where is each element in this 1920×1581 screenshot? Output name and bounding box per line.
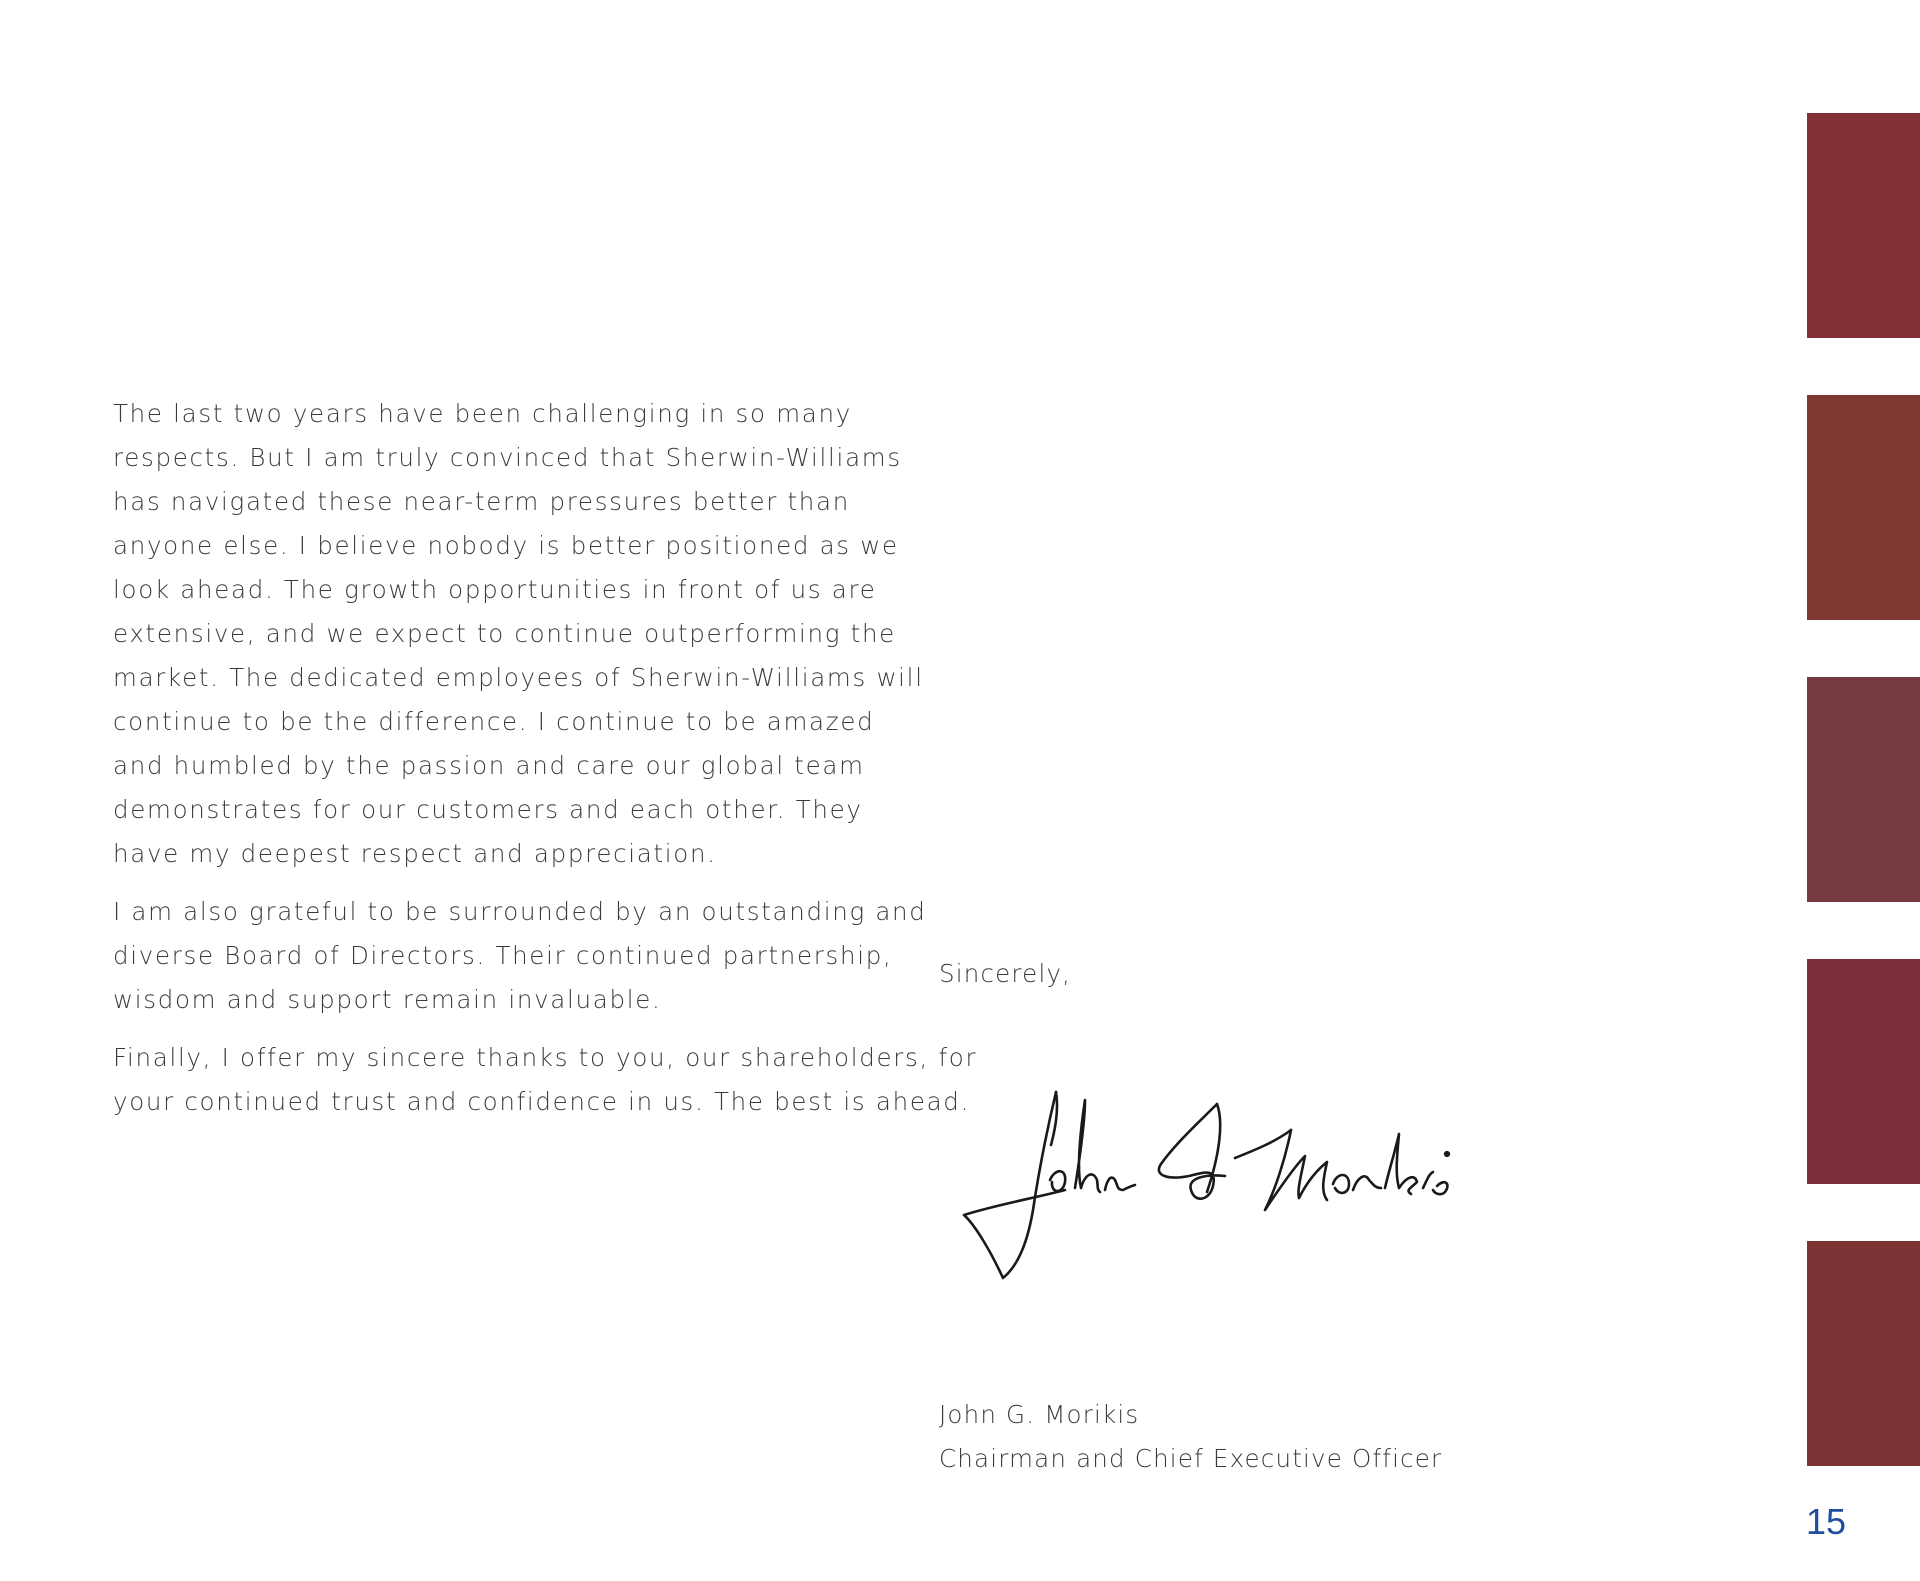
color-swatch	[1807, 677, 1920, 902]
text-line: respects. But I am truly convinced that Sherwin-Williams	[113, 443, 902, 472]
text-line: continue to be the difference. I continue to be amazed	[113, 707, 875, 736]
text-line: and humbled by the passion and care our global team	[113, 751, 865, 780]
text-line: Finally, I offer my sincere thanks to you, our shareholders, for	[113, 1043, 978, 1072]
text-line: wisdom and support remain invaluable.	[113, 985, 662, 1014]
paragraph-2	[113, 890, 927, 1022]
text-line: The last two years have been challenging in so many	[113, 399, 852, 428]
paragraph-3	[113, 1036, 978, 1124]
signatory-block	[939, 1393, 1442, 1481]
color-swatch	[1807, 395, 1920, 620]
text-line: market. The dedicated employees of Sherwin-Williams will	[113, 663, 924, 692]
letter-body	[113, 392, 978, 1138]
signatory-title: Chairman and Chief Executive Officer	[939, 1444, 1443, 1473]
text-line: extensive, and we expect to continue outperforming the	[113, 619, 896, 648]
color-swatch-column	[1807, 113, 1920, 1523]
color-swatch	[1807, 113, 1920, 338]
text-line: have my deepest respect and appreciation.	[113, 839, 717, 868]
text-line: look ahead. The growth opportunities in front of us are	[113, 575, 877, 604]
text-line: your continued trust and confidence in us. The best is ahead.	[113, 1087, 971, 1116]
paragraph-1	[113, 392, 924, 876]
text-line: I am also grateful to be surrounded by an outstanding and	[113, 897, 927, 926]
closing-salutation: Sincerely,	[939, 959, 1072, 988]
text-line: has navigated these near-term pressures better than	[113, 487, 850, 516]
color-swatch	[1807, 1241, 1920, 1466]
signatory-name: John G. Morikis	[939, 1400, 1140, 1429]
text-line: anyone else. I believe nobody is better positioned as we	[113, 531, 899, 560]
color-swatch	[1807, 959, 1920, 1184]
page-number: 15	[1806, 1501, 1847, 1542]
text-line: demonstrates for our customers and each other. They	[113, 795, 863, 824]
text-line: diverse Board of Directors. Their continued partnership,	[113, 941, 893, 970]
signature-image	[955, 1090, 1525, 1290]
